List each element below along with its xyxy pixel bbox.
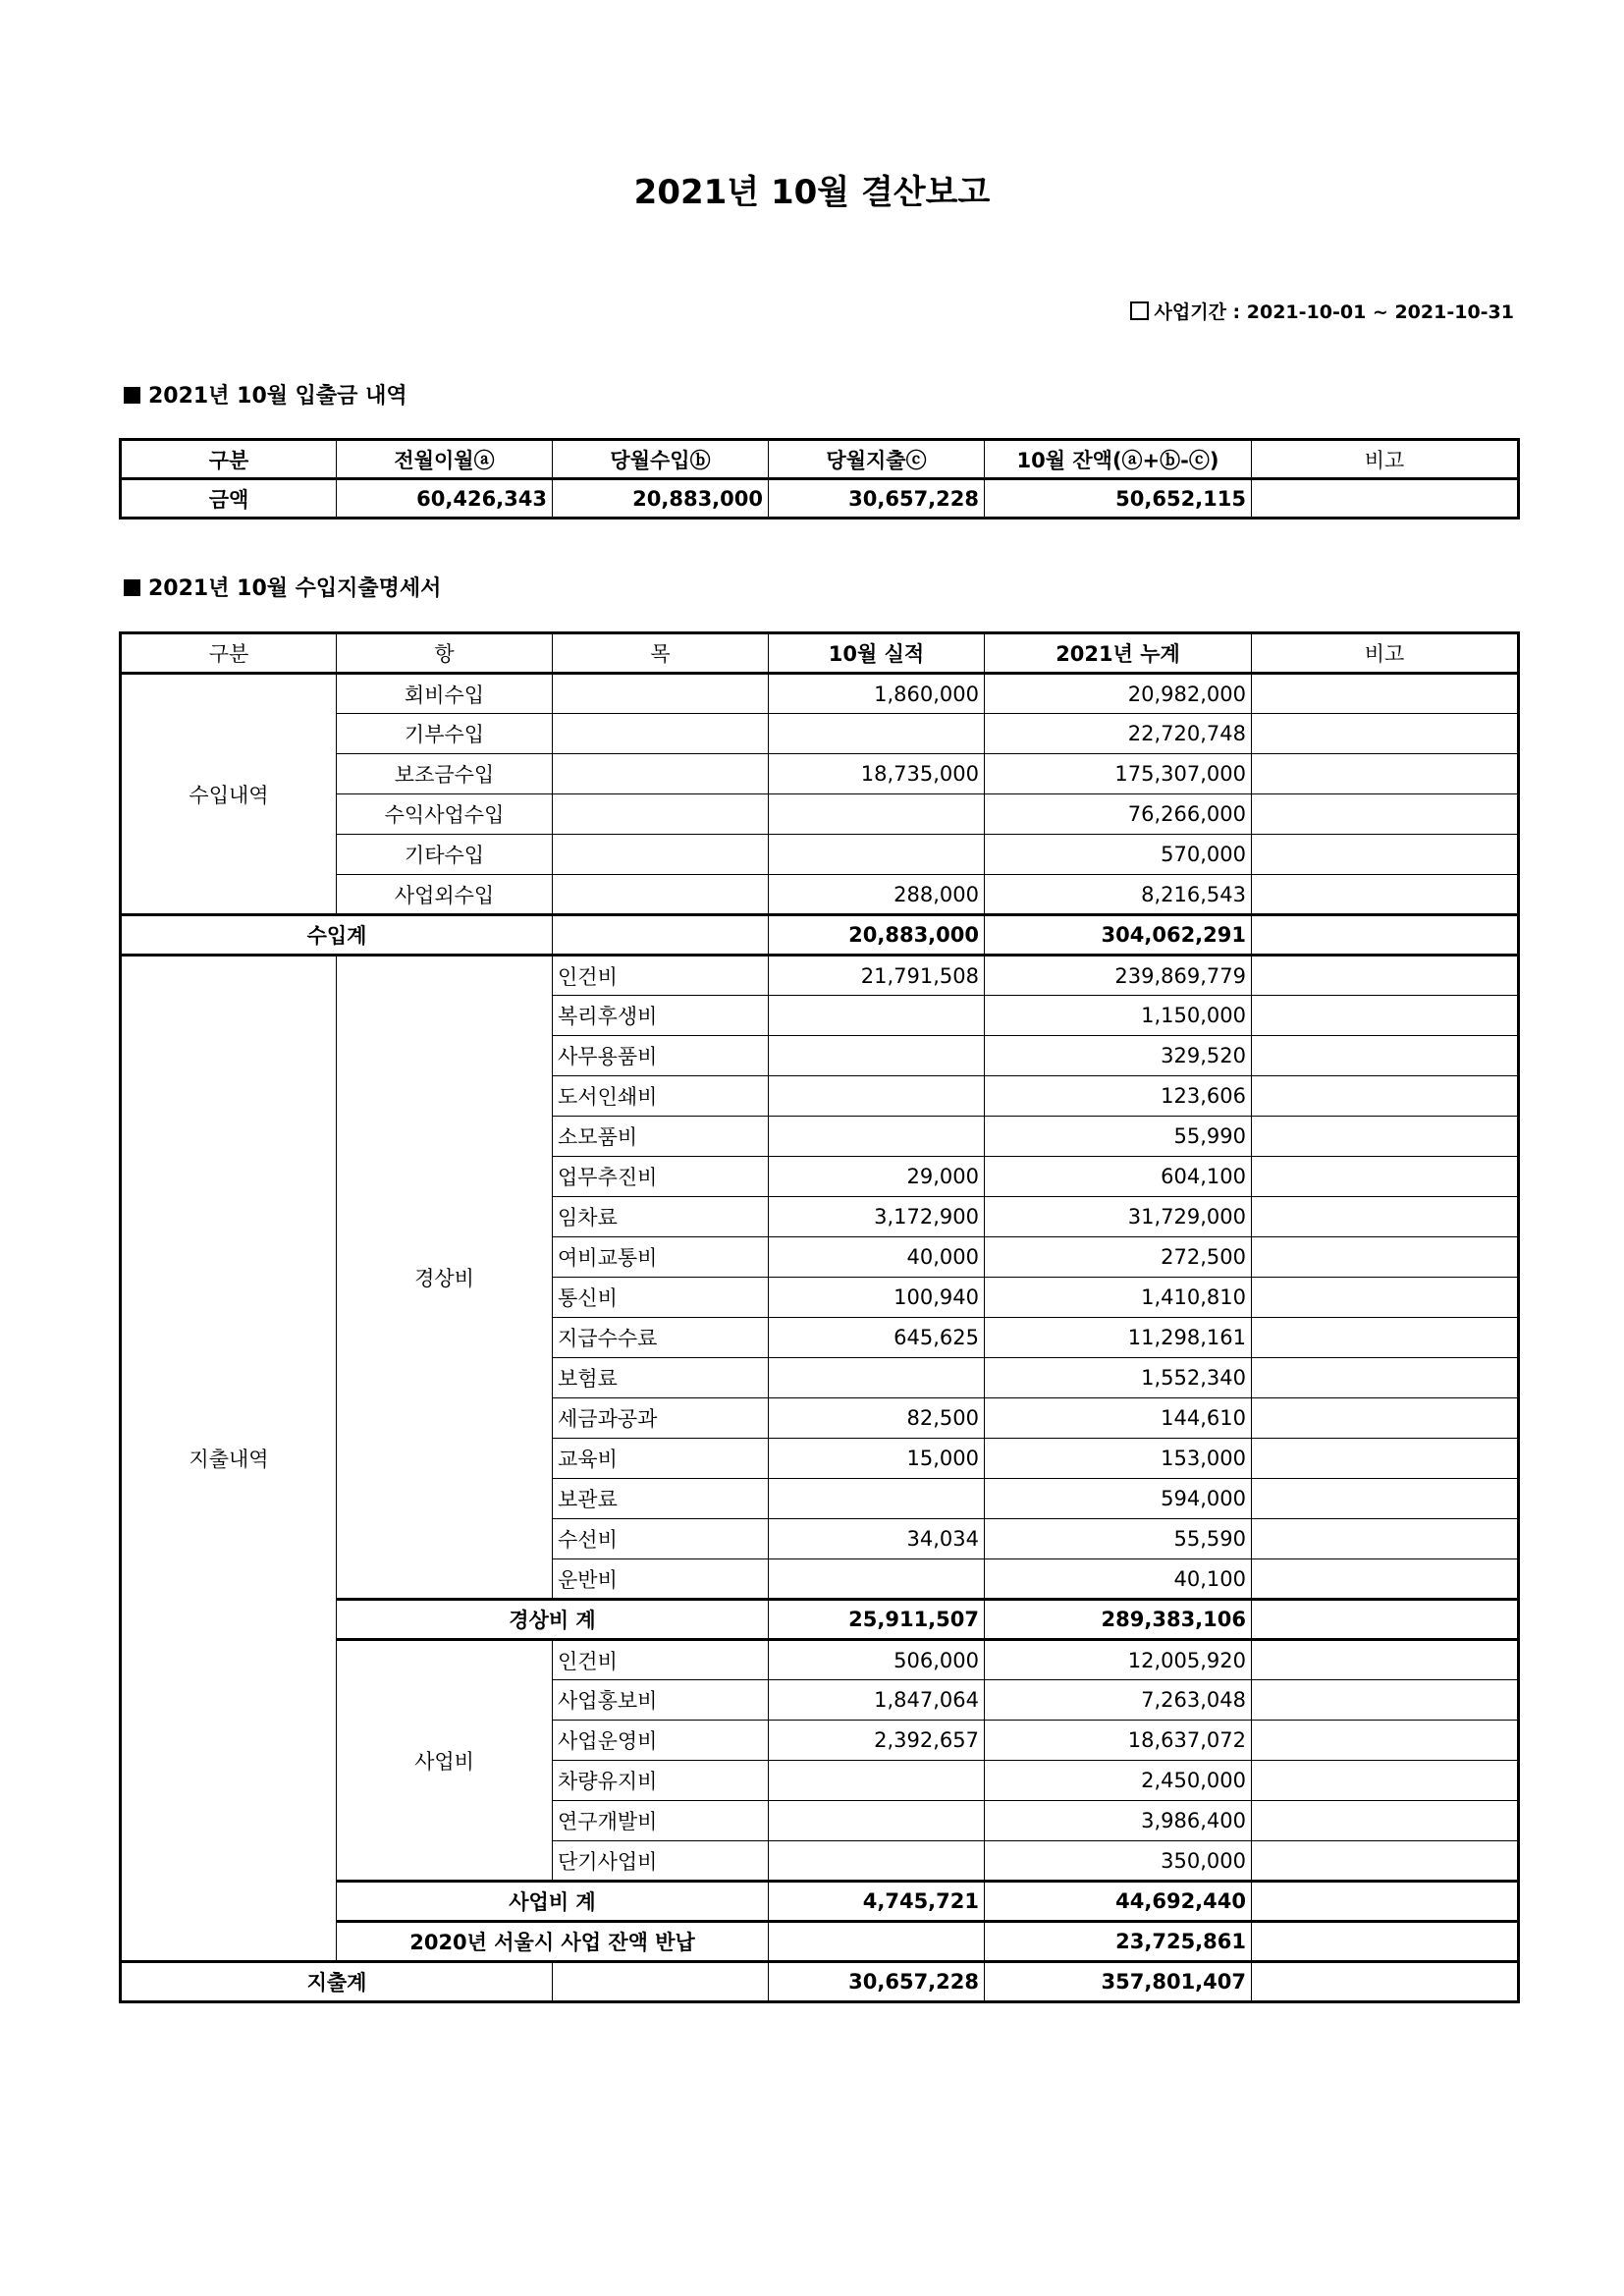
october-value bbox=[769, 1358, 985, 1398]
ytd-value: 144,610 bbox=[985, 1398, 1252, 1439]
hang-cell: 사업외수입 bbox=[337, 875, 553, 915]
mok-cell: 통신비 bbox=[553, 1278, 769, 1318]
column-header: 구분 bbox=[121, 633, 337, 674]
business-period-label: 사업기간 : 2021-10-01 ~ 2021-10-31 bbox=[1154, 301, 1514, 323]
operating-group-label: 경상비 bbox=[337, 956, 553, 1600]
column-header: 당월수입ⓑ bbox=[553, 440, 769, 479]
ytd-value: 123,606 bbox=[985, 1076, 1252, 1117]
october-value: 21,791,508 bbox=[769, 956, 985, 996]
mok-cell: 사업운영비 bbox=[553, 1721, 769, 1761]
column-header: 전월이월ⓐ bbox=[337, 440, 553, 479]
note-cell bbox=[1252, 1882, 1519, 1922]
row-label: 금액 bbox=[121, 479, 337, 519]
checkbox-icon bbox=[1130, 301, 1149, 320]
ytd-value: 11,298,161 bbox=[985, 1318, 1252, 1358]
column-header: 10월 실적 bbox=[769, 633, 985, 674]
october-value: 34,034 bbox=[769, 1519, 985, 1559]
mok-cell: 운반비 bbox=[553, 1559, 769, 1600]
ytd-value: 31,729,000 bbox=[985, 1197, 1252, 1237]
column-header: 2021년 누계 bbox=[985, 633, 1252, 674]
mok-cell: 사무용품비 bbox=[553, 1036, 769, 1076]
income-row bbox=[121, 674, 1519, 714]
ytd-value: 1,552,340 bbox=[985, 1358, 1252, 1398]
note-cell bbox=[1252, 714, 1519, 754]
note-cell bbox=[1252, 1278, 1519, 1318]
expense-total-label: 지출계 bbox=[121, 1962, 553, 2002]
statement-table bbox=[119, 631, 1520, 2003]
october-value: 2,392,657 bbox=[769, 1721, 985, 1761]
ytd-value: 594,000 bbox=[985, 1479, 1252, 1519]
ytd-value: 153,000 bbox=[985, 1439, 1252, 1479]
ytd-value: 12,005,920 bbox=[985, 1640, 1252, 1680]
note-cell bbox=[1252, 1076, 1519, 1117]
mok-cell: 단기사업비 bbox=[553, 1841, 769, 1882]
ytd-value: 55,590 bbox=[985, 1519, 1252, 1559]
note-cell bbox=[1252, 1237, 1519, 1278]
note-cell bbox=[1252, 1680, 1519, 1721]
ytd-value: 329,520 bbox=[985, 1036, 1252, 1076]
note-cell bbox=[1252, 794, 1519, 835]
hang-cell: 회비수입 bbox=[337, 674, 553, 714]
note-cell bbox=[1252, 674, 1519, 714]
note-value bbox=[1252, 479, 1519, 519]
ytd-value: 357,801,407 bbox=[985, 1962, 1252, 2002]
ytd-value: 8,216,543 bbox=[985, 875, 1252, 915]
october-value bbox=[769, 1841, 985, 1882]
note-cell bbox=[1252, 956, 1519, 996]
mok-cell: 복리후생비 bbox=[553, 996, 769, 1036]
refund-label: 2020년 서울시 사업 잔액 반납 bbox=[337, 1922, 769, 1962]
mok-cell: 소모품비 bbox=[553, 1117, 769, 1157]
note-cell bbox=[1252, 1036, 1519, 1076]
october-value: 100,940 bbox=[769, 1278, 985, 1318]
october-value bbox=[769, 1076, 985, 1117]
ytd-value: 44,692,440 bbox=[985, 1882, 1252, 1922]
page-title: 2021년 10월 결산보고 bbox=[633, 173, 991, 212]
hang-cell: 기부수입 bbox=[337, 714, 553, 754]
section-heading-transactions bbox=[124, 379, 407, 410]
mok-cell bbox=[553, 714, 769, 754]
mok-cell: 임차료 bbox=[553, 1197, 769, 1237]
ytd-value: 76,266,000 bbox=[985, 794, 1252, 835]
section-title: 2021년 10월 수입지출명세서 bbox=[148, 576, 442, 601]
ytd-value: 2,450,000 bbox=[985, 1761, 1252, 1801]
ytd-value: 175,307,000 bbox=[985, 754, 1252, 794]
october-value: 288,000 bbox=[769, 875, 985, 915]
ytd-value: 570,000 bbox=[985, 835, 1252, 875]
october-value bbox=[769, 714, 985, 754]
black-square-icon bbox=[124, 579, 140, 596]
mok-cell bbox=[553, 754, 769, 794]
october-value: 506,000 bbox=[769, 1640, 985, 1680]
note-cell bbox=[1252, 1801, 1519, 1841]
summary-header-row bbox=[121, 440, 1519, 479]
october-value: 40,000 bbox=[769, 1237, 985, 1278]
ytd-value: 604,100 bbox=[985, 1157, 1252, 1197]
ytd-value: 7,263,048 bbox=[985, 1680, 1252, 1721]
note-cell bbox=[1252, 915, 1519, 956]
october-value bbox=[769, 996, 985, 1036]
mok-cell: 교육비 bbox=[553, 1439, 769, 1479]
note-cell bbox=[1252, 1519, 1519, 1559]
mok-cell: 사업홍보비 bbox=[553, 1680, 769, 1721]
note-cell bbox=[1252, 1439, 1519, 1479]
mok-cell: 지급수수료 bbox=[553, 1318, 769, 1358]
note-cell bbox=[1252, 1318, 1519, 1358]
october-value: 25,911,507 bbox=[769, 1600, 985, 1640]
note-cell bbox=[1252, 835, 1519, 875]
mok-cell: 인건비 bbox=[553, 956, 769, 996]
carried-over-value: 60,426,343 bbox=[337, 479, 553, 519]
ytd-value: 350,000 bbox=[985, 1841, 1252, 1882]
ytd-value: 289,383,106 bbox=[985, 1600, 1252, 1640]
october-value: 30,657,228 bbox=[769, 1962, 985, 2002]
income-total-label: 수입계 bbox=[121, 915, 553, 956]
note-cell bbox=[1252, 1157, 1519, 1197]
october-value bbox=[769, 1117, 985, 1157]
note-cell bbox=[1252, 1358, 1519, 1398]
summary-amount-row bbox=[121, 479, 1519, 519]
october-value bbox=[769, 1479, 985, 1519]
mok-cell: 인건비 bbox=[553, 1640, 769, 1680]
ytd-value: 304,062,291 bbox=[985, 915, 1252, 956]
note-cell bbox=[1252, 1640, 1519, 1680]
note-cell bbox=[1252, 1600, 1519, 1640]
ytd-value: 40,100 bbox=[985, 1559, 1252, 1600]
note-cell bbox=[1252, 754, 1519, 794]
note-cell bbox=[1252, 1761, 1519, 1801]
hang-cell: 수익사업수입 bbox=[337, 794, 553, 835]
section-title: 2021년 10월 입출금 내역 bbox=[148, 384, 407, 409]
hang-cell: 기타수입 bbox=[337, 835, 553, 875]
balance-value: 50,652,115 bbox=[985, 479, 1252, 519]
mok-cell: 보관료 bbox=[553, 1479, 769, 1519]
mok-cell: 세금과공과 bbox=[553, 1398, 769, 1439]
mok-cell: 업무추진비 bbox=[553, 1157, 769, 1197]
october-value: 82,500 bbox=[769, 1398, 985, 1439]
note-cell bbox=[1252, 1117, 1519, 1157]
october-value: 15,000 bbox=[769, 1439, 985, 1479]
note-cell bbox=[1252, 1398, 1519, 1439]
mok-cell bbox=[553, 794, 769, 835]
column-header: 당월지출ⓒ bbox=[769, 440, 985, 479]
black-square-icon bbox=[124, 387, 140, 404]
ytd-value: 272,500 bbox=[985, 1237, 1252, 1278]
mok-cell: 수선비 bbox=[553, 1519, 769, 1559]
note-cell bbox=[1252, 875, 1519, 915]
october-value: 20,883,000 bbox=[769, 915, 985, 956]
business-group-label: 사업비 bbox=[337, 1640, 553, 1882]
october-value: 18,735,000 bbox=[769, 754, 985, 794]
note-cell bbox=[1252, 1197, 1519, 1237]
expense-group-label: 지출내역 bbox=[121, 956, 337, 1962]
ytd-value: 23,725,861 bbox=[985, 1922, 1252, 1962]
mok-cell: 여비교통비 bbox=[553, 1237, 769, 1278]
ytd-value: 18,637,072 bbox=[985, 1721, 1252, 1761]
business-period bbox=[1130, 298, 1514, 324]
ytd-value: 3,986,400 bbox=[985, 1801, 1252, 1841]
note-cell bbox=[1252, 1721, 1519, 1761]
note-cell bbox=[1252, 996, 1519, 1036]
october-value bbox=[769, 794, 985, 835]
mok-cell: 연구개발비 bbox=[553, 1801, 769, 1841]
ytd-value: 1,150,000 bbox=[985, 996, 1252, 1036]
mok-cell bbox=[553, 875, 769, 915]
october-value bbox=[769, 835, 985, 875]
business-total-label: 사업비 계 bbox=[337, 1882, 769, 1922]
note-cell bbox=[1252, 1922, 1519, 1962]
october-value bbox=[769, 1559, 985, 1600]
ytd-value: 22,720,748 bbox=[985, 714, 1252, 754]
ytd-value: 20,982,000 bbox=[985, 674, 1252, 714]
column-header: 비고 bbox=[1252, 633, 1519, 674]
mok-cell bbox=[553, 915, 769, 956]
october-value: 1,860,000 bbox=[769, 674, 985, 714]
expense-total-row bbox=[121, 1962, 1519, 2002]
note-cell bbox=[1252, 1479, 1519, 1519]
october-value bbox=[769, 1036, 985, 1076]
note-cell bbox=[1252, 1962, 1519, 2002]
column-header: 구분 bbox=[121, 440, 337, 479]
october-value bbox=[769, 1922, 985, 1962]
note-cell bbox=[1252, 1559, 1519, 1600]
mok-cell bbox=[553, 1962, 769, 2002]
column-header: 10월 잔액(ⓐ+ⓑ-ⓒ) bbox=[985, 440, 1252, 479]
hang-cell: 보조금수입 bbox=[337, 754, 553, 794]
october-value bbox=[769, 1801, 985, 1841]
october-value: 4,745,721 bbox=[769, 1882, 985, 1922]
income-value: 20,883,000 bbox=[553, 479, 769, 519]
october-value bbox=[769, 1761, 985, 1801]
column-header: 항 bbox=[337, 633, 553, 674]
october-value: 29,000 bbox=[769, 1157, 985, 1197]
ytd-value: 239,869,779 bbox=[985, 956, 1252, 996]
column-header: 목 bbox=[553, 633, 769, 674]
income-group-label: 수입내역 bbox=[121, 674, 337, 915]
mok-cell: 보험료 bbox=[553, 1358, 769, 1398]
column-header: 비고 bbox=[1252, 440, 1519, 479]
mok-cell bbox=[553, 835, 769, 875]
statement-header-row bbox=[121, 633, 1519, 674]
october-value: 3,172,900 bbox=[769, 1197, 985, 1237]
section-heading-statement bbox=[124, 572, 441, 602]
income-total-row bbox=[121, 915, 1519, 956]
statement-body bbox=[121, 674, 1519, 2002]
note-cell bbox=[1252, 1841, 1519, 1882]
mok-cell: 도서인쇄비 bbox=[553, 1076, 769, 1117]
operating-expense-row bbox=[121, 956, 1519, 996]
ytd-value: 1,410,810 bbox=[985, 1278, 1252, 1318]
operating-total-label: 경상비 계 bbox=[337, 1600, 769, 1640]
mok-cell: 차량유지비 bbox=[553, 1761, 769, 1801]
ytd-value: 55,990 bbox=[985, 1117, 1252, 1157]
october-value: 1,847,064 bbox=[769, 1680, 985, 1721]
expense-value: 30,657,228 bbox=[769, 479, 985, 519]
october-value: 645,625 bbox=[769, 1318, 985, 1358]
mok-cell bbox=[553, 674, 769, 714]
summary-table bbox=[119, 438, 1520, 519]
